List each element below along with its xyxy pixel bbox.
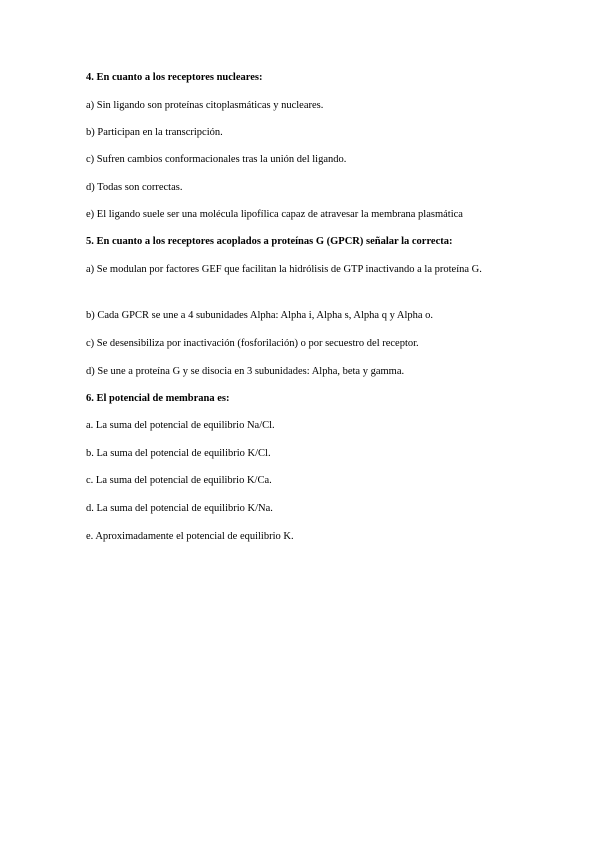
question-5-option-b: b) Cada GPCR se une a 4 subunidades Alpha: Alpha i, Alpha s, Alpha q y Alpha o. xyxy=(86,310,434,321)
question-4-option-d: d) Todas son correctas. xyxy=(86,182,183,193)
question-4-option-a: a) Sin ligando son proteínas citoplasmáticas y nucleares. xyxy=(86,100,324,111)
question-6-option-c: c. La suma del potencial de equilibrio K/Ca. xyxy=(86,475,272,486)
question-6-option-b: b. La suma del potencial de equilibrio K/Cl. xyxy=(86,448,271,459)
question-6-heading: 6. El potencial de membrana es: xyxy=(86,393,230,404)
question-4-option-c: c) Sufren cambios conformacionales tras la unión del ligando. xyxy=(86,154,347,165)
question-5-option-a: a) Se modulan por factores GEF que facilitan la hidrólisis de GTP inactivando a la proteína G. xyxy=(86,264,482,275)
question-6-option-a: a. La suma del potencial de equilibrio Na/Cl. xyxy=(86,420,275,431)
question-5-option-c: c) Se desensibiliza por inactivación (fosforilación) o por secuestro del receptor. xyxy=(86,338,419,349)
question-6-option-e: e. Aproximadamente el potencial de equilibrio K. xyxy=(86,531,294,542)
question-4-heading: 4. En cuanto a los receptores nucleares: xyxy=(86,72,263,83)
question-4-option-e: e) El ligando suele ser una molécula lipofílica capaz de atravesar la membrana plasmática xyxy=(86,209,463,220)
question-4-option-b: b) Participan en la transcripción. xyxy=(86,127,223,138)
question-5-option-d: d) Se une a proteína G y se disocia en 3 subunidades: Alpha, beta y gamma. xyxy=(86,366,405,377)
question-5-heading: 5. En cuanto a los receptores acoplados a proteínas G (GPCR) señalar la correcta: xyxy=(86,236,453,247)
question-6-option-d: d. La suma del potencial de equilibrio K/Na. xyxy=(86,503,273,514)
